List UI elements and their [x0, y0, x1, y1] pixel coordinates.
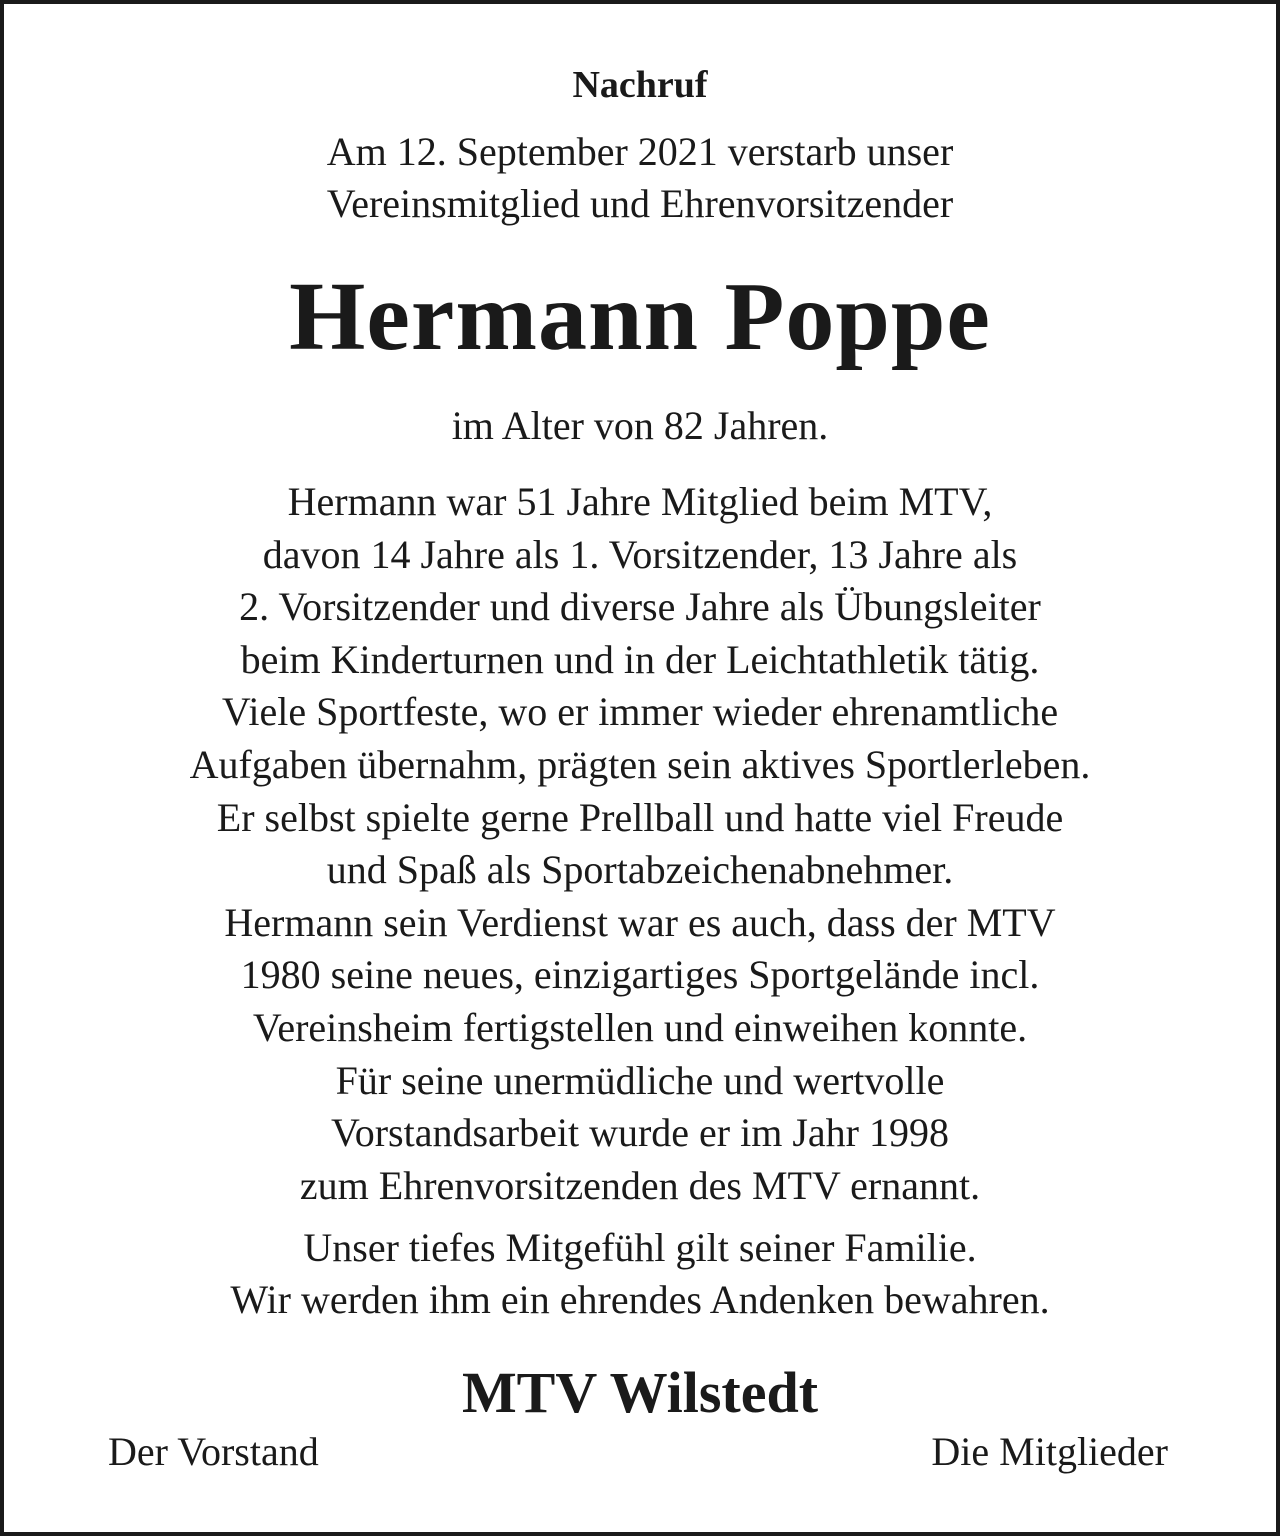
bio-line: beim Kinderturnen und in der Leichtathletik tätig. — [240, 636, 1040, 682]
bio-line: Hermann sein Verdienst war es auch, dass der MTV — [224, 899, 1056, 945]
intro-line: Am 12. September 2021 verstarb unser — [326, 129, 954, 174]
bio-line: und Spaß als Sportabzeichenabnehmer. — [326, 847, 954, 893]
bio-line: zum Ehrenvorsitzenden des MTV ernannt. — [299, 1162, 981, 1208]
signature-members: Die Mitglieder — [931, 1429, 1168, 1474]
bio-line: Vorstandsarbeit wurde er im Jahr 1998 — [330, 1110, 949, 1156]
bio-line: 1980 seine neues, einzigartiges Sportgelände incl. — [240, 952, 1040, 998]
bio-line: Hermann war 51 Jahre Mitglied beim MTV, — [287, 479, 993, 524]
bio-line: Für seine unermüdliche und wertvolle — [335, 1057, 945, 1103]
bio-line: Vereinsheim fertigstellen und einweihen konnte. — [252, 1004, 1028, 1050]
deceased-name: Hermann Poppe — [289, 263, 991, 371]
intro-text — [0, 126, 1280, 230]
intro-line: Vereinsmitglied und Ehrenvorsitzender — [326, 181, 954, 226]
organization-name: MTV Wilstedt — [461, 1360, 819, 1425]
bio-line: 2. Vorsitzender und diverse Jahre als Übungsleiter — [239, 584, 1041, 630]
closing-line: Unser tiefes Mitgefühl gilt seiner Familie. — [303, 1225, 977, 1270]
bio-line: Aufgaben übernahm, prägten sein aktives Sportlerleben. — [189, 741, 1091, 787]
bio-line: Er selbst spielte gerne Prellball und hatte viel Freude — [216, 794, 1064, 840]
bio-line: Viele Sportfeste, wo er immer wieder ehrenamtliche — [221, 689, 1059, 735]
closing-text — [0, 1222, 1280, 1326]
notice-heading: Nachruf — [572, 64, 708, 106]
signature-board: Der Vorstand — [108, 1429, 319, 1474]
biography-text — [0, 476, 1280, 1212]
age-line: im Alter von 82 Jahren. — [451, 403, 829, 448]
closing-line: Wir werden ihm ein ehrendes Andenken bewahren. — [230, 1277, 1050, 1322]
bio-line: davon 14 Jahre als 1. Vorsitzender, 13 Jahre als — [262, 531, 1018, 577]
